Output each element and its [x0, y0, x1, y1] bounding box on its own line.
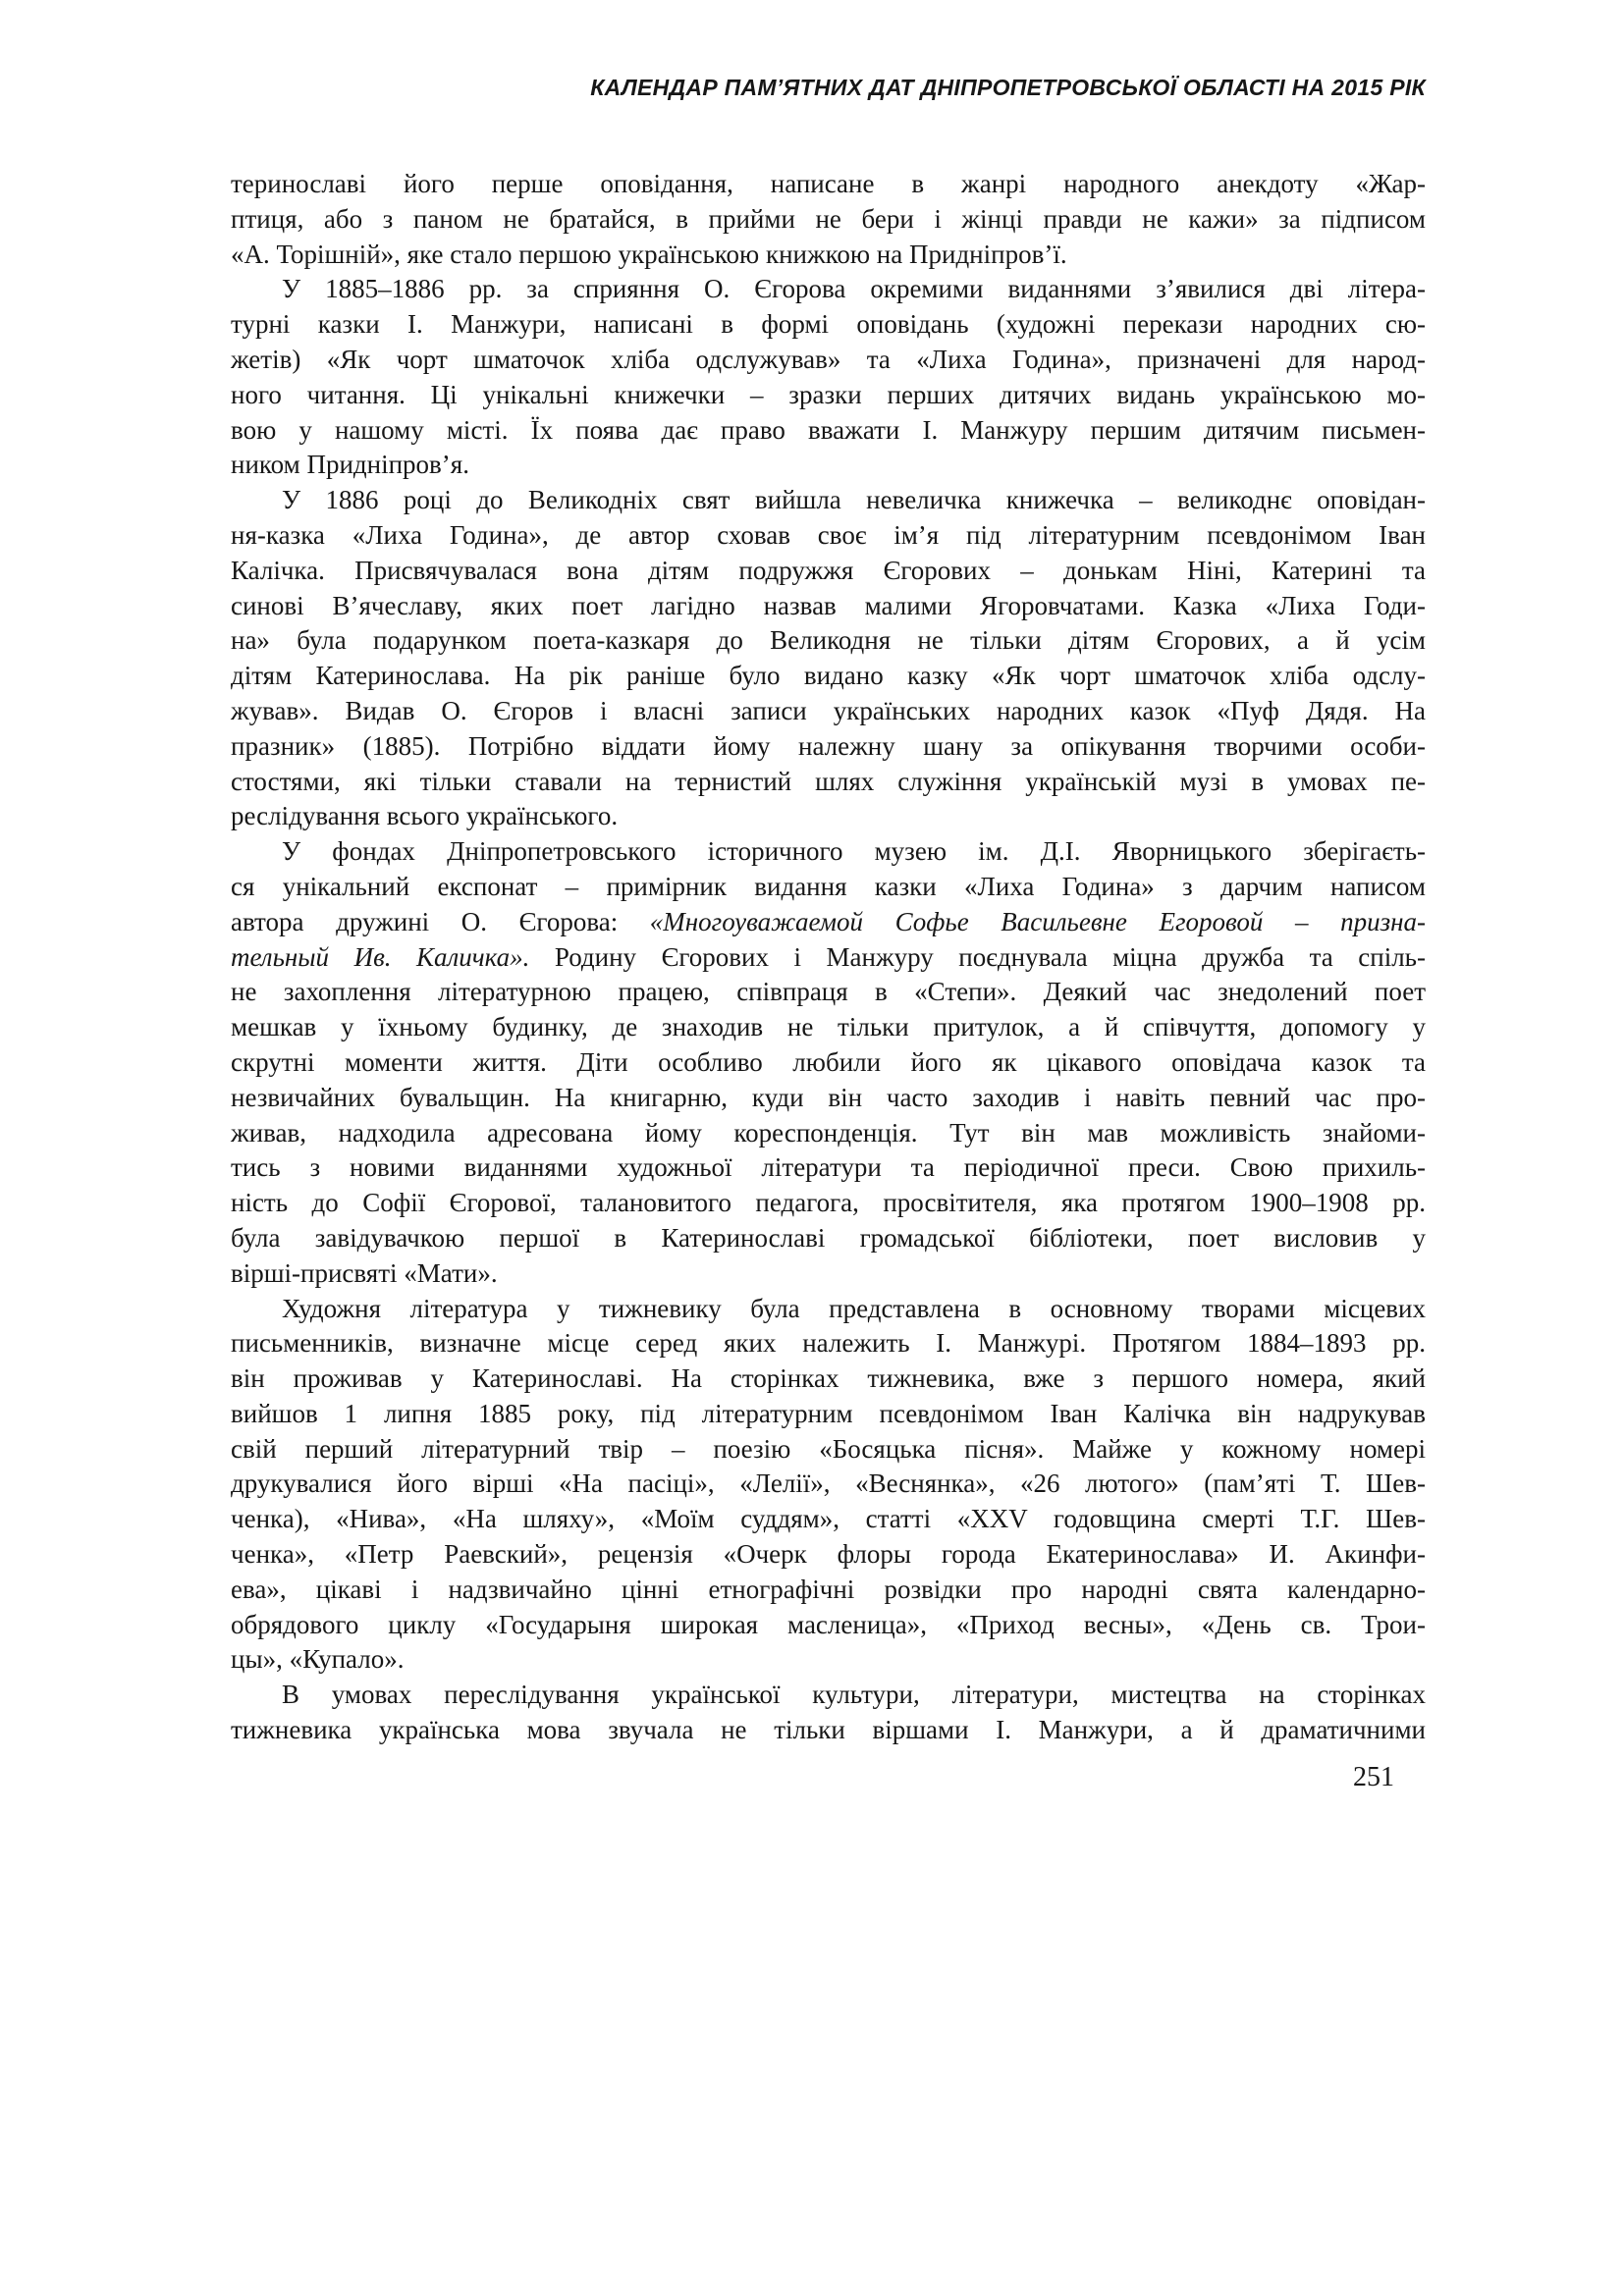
text-line: жетів) «Як чорт шматочок хліба одслужував» та «Лиха Година», призначені для народ-	[231, 344, 1426, 374]
text-line: В умовах переслідування української культури, літератури, мистецтва на сторінках	[282, 1680, 1426, 1710]
text-run: Родину Єгорових і Манжуру поєднувала міцна дружба та спіль-	[529, 941, 1426, 972]
text-line: ченка», «Петр Раевский», рецензія «Очерк флоры города Екатеринослава» И. Акинфи-	[231, 1539, 1426, 1570]
paragraph	[231, 1292, 1426, 1679]
text-line: цы», «Купало».	[231, 1644, 405, 1675]
text-line: синові В’ячеславу, яких поет лагідно назвав малими Ягоровчатами. Казка «Лиха Годи-	[231, 590, 1426, 620]
paragraph	[231, 483, 1426, 834]
text-line: ником Придніпров’я.	[231, 450, 469, 480]
text-line: не захоплення літературною працею, співпраця в «Степи». Деякий час знедолений поет	[231, 977, 1426, 1007]
text-line: живав, надходила адресована йому кореспонденція. Тут він мав можливість знайоми-	[231, 1117, 1426, 1148]
paragraph	[231, 1678, 1426, 1748]
text-run: автора дружині О. Єгорова:	[231, 906, 650, 936]
text-line: скрутні моменти життя. Діти особливо любили його як цікавого оповідача казок та	[231, 1046, 1426, 1077]
text-line: свій перший літературний твір – поезію «Босяцька пісня». Майже у кожному номері	[231, 1433, 1426, 1464]
paragraph	[231, 834, 1426, 1291]
text-line	[231, 940, 1426, 976]
text-line: У 1885–1886 рр. за сприяння О. Єгорова окремими виданнями з’явилися дві літера-	[282, 274, 1426, 304]
text-line: стостями, які тільки ставали на тернистий шлях служіння українській музі в умовах пе-	[231, 766, 1426, 796]
italic-text-run: тельный Ив. Каличка».	[231, 941, 530, 972]
text-line: ченка), «Нива», «На шляху», «Моїм суддям», статті «XXV годовщина смерті Т.Г. Шев-	[231, 1504, 1426, 1534]
text-line: птиця, або з паном не братайся, в прийми не бери і жінці правди не кажи» за підписом	[231, 203, 1426, 234]
text-line: вийшов 1 липня 1885 року, під літературним псевдонімом Іван Калічка він надрукував	[231, 1398, 1426, 1428]
text-line: на» була подарунком поета-казкаря до Великодня не тільки дітям Єгорових, а й усім	[231, 625, 1426, 656]
text-line: празник» (1885). Потрібно віддати йому належну шану за опікування творчими особи-	[231, 730, 1426, 761]
text-block	[231, 167, 1426, 1748]
italic-text-run: «Многоуважаемой Софье Васильевне Егоровой – призна-	[649, 906, 1426, 936]
text-line: Художня література у тижневику була представлена в основному творами місцевих	[282, 1293, 1426, 1323]
text-line: була завідувачкою першої в Катеринославі громадської бібліотеки, поет висловив у	[231, 1222, 1426, 1253]
text-line: ся унікальний експонат – примірник видання казки «Лиха Година» з дарчим написом	[231, 871, 1426, 901]
text-line: письменників, визначне місце серед яких належить І. Манжурі. Протягом 1884–1893 рр.	[231, 1328, 1426, 1359]
text-line: він проживав у Катеринославі. На сторінках тижневика, вже з першого номера, який	[231, 1363, 1426, 1394]
text-line	[231, 905, 1426, 940]
text-line: тись з новими виданнями художньої літератури та періодичної преси. Свою прихиль-	[231, 1152, 1426, 1183]
text-line: ність до Софії Єгорової, талановитого педагога, просвітителя, яка протягом 1900–1908 рр.	[231, 1188, 1426, 1218]
text-line: ня-казка «Лиха Година», де автор сховав своє ім’я під літературним псевдонімом Іван	[231, 519, 1426, 550]
page-number: 251	[1353, 1762, 1394, 1792]
text-line: У фондах Дніпропетровського історичного музею ім. Д.І. Яворницького зберігаєть-	[282, 836, 1426, 867]
running-header: КАЛЕНДАР ПАМ’ЯТНИХ ДАТ ДНІПРОПЕТРОВСЬКОЇ ОБЛАСТІ НА 2015 РІК	[590, 75, 1426, 100]
text-line: вою у нашому місті. Їх поява дає право вважати І. Манжуру першим дитячим письмен-	[231, 414, 1426, 445]
text-line: друкувалися його вірші «На пасіці», «Лелії», «Веснянка», «26 лютого» (пам’яті Т. Шев-	[231, 1468, 1426, 1499]
text-line: реслідування всього українського.	[231, 801, 619, 831]
text-line: вірші-присвяті «Мати».	[231, 1257, 498, 1288]
text-line: Калічка. Присвячувалася вона дітям подружжя Єгорових – донькам Ніні, Катерині та	[231, 555, 1426, 585]
text-line: жував». Видав О. Єгоров і власні записи українських народних казок «Пуф Дядя. На	[231, 695, 1426, 725]
paragraph	[231, 272, 1426, 483]
paragraph	[231, 167, 1426, 272]
text-line: незвичайних бувальщин. На книгарню, куди він часто заходив і навіть певний час про-	[231, 1082, 1426, 1112]
text-line: теринославі його перше оповідання, написане в жанрі народного анекдоту «Жар-	[231, 169, 1426, 198]
text-line: тижневика українська мова звучала не тільки віршами І. Манжури, а й драматичними	[231, 1715, 1426, 1745]
text-line: У 1886 році до Великодніх свят вийшла невеличка книжечка – великоднє оповідан-	[282, 485, 1426, 515]
text-line: мешкав у їхньому будинку, де знаходив не тільки притулок, а й співчуття, допомогу у	[231, 1012, 1426, 1042]
text-line: ева», цікаві і надзвичайно цінні етнографічні розвідки про народні свята календарно-	[231, 1574, 1426, 1604]
text-line: дітям Катеринослава. На рік раніше було видано казку «Як чорт шматочок хліба одслу-	[231, 661, 1426, 691]
text-line: обрядового циклу «Государыня широкая масленица», «Приход весны», «День св. Трои-	[231, 1609, 1426, 1639]
text-line: «А. Торішній», яке стало першою українською книжкою на Придніпров’ї.	[231, 239, 1067, 269]
text-line: турні казки І. Манжури, написані в формі оповідань (художні перекази народних сю-	[231, 309, 1426, 340]
text-line: ного читання. Ці унікальні книжечки – зразки перших дитячих видань українською мо-	[231, 379, 1426, 409]
